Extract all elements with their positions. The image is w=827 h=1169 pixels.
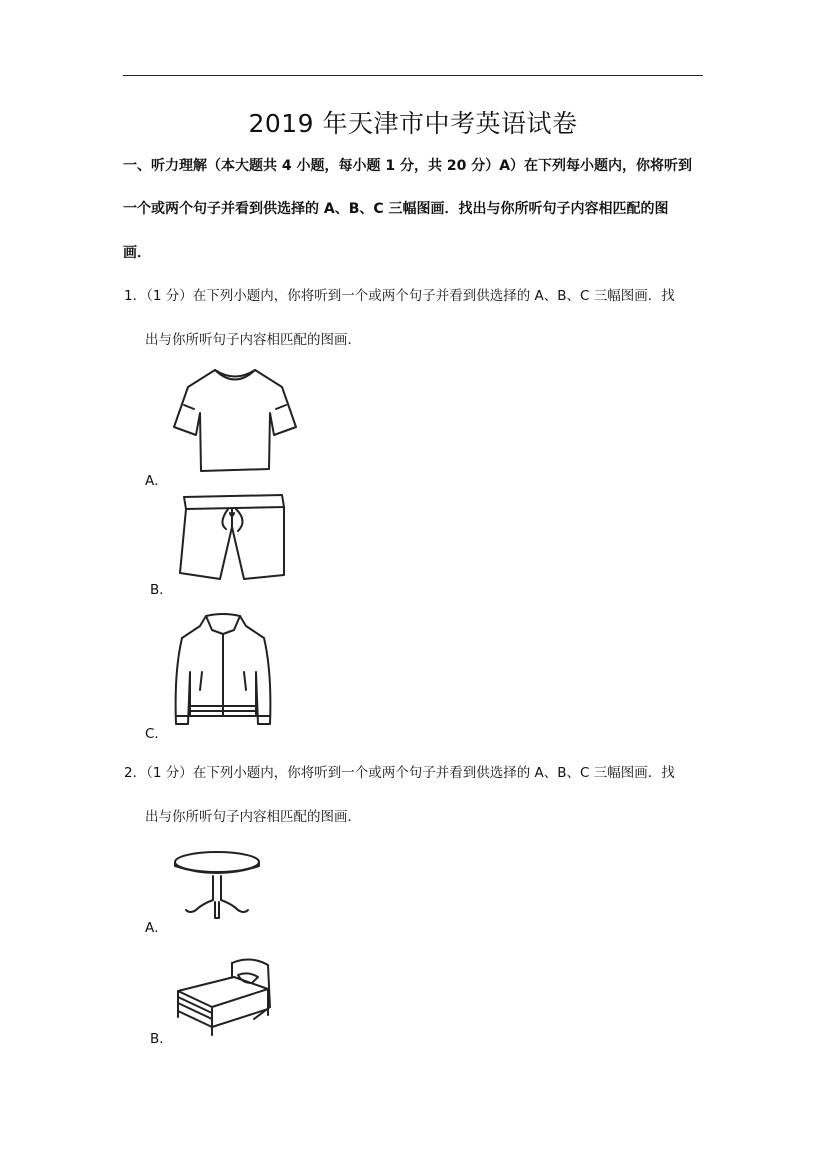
section-heading-line-1: 一、听力理解（本大题共 4 小题，每小题 1 分，共 20 分）A）在下列每小题内，你将听到 (123, 158, 693, 174)
question-2-option-a-label: A． (145, 920, 168, 936)
section-heading-line-2: 一个或两个句子并看到供选择的 A、B、C 三幅图画．找出与你所听句子内容相匹配的图 (123, 201, 669, 217)
page-title: 2019 年天津市中考英语试卷 (248, 109, 578, 138)
section-heading-line-3: 画． (123, 245, 151, 261)
bed-icon (172, 955, 276, 1037)
shorts-icon (178, 493, 290, 585)
question-2-text-line-1: 2．（1 分）在下列小题内，你将听到一个或两个句子并看到供选择的 A、B、C 三幅图画．找 (124, 765, 675, 781)
question-1-text-line-2: 出与你所听句子内容相匹配的图画． (145, 332, 361, 348)
question-1-option-a-label: A． (145, 473, 168, 489)
question-2-option-b-label: B． (150, 1031, 173, 1047)
jacket-icon (172, 612, 274, 728)
question-2-text-line-2: 出与你所听句子内容相匹配的图画． (145, 809, 361, 825)
question-1-option-b-label: B． (150, 582, 173, 598)
round-table-icon (172, 848, 262, 920)
header-rule (123, 75, 703, 76)
t-shirt-icon (170, 365, 300, 475)
question-1-text-line-1: 1．（1 分）在下列小题内，你将听到一个或两个句子并看到供选择的 A、B、C 三幅图画．找 (124, 288, 675, 304)
question-1-option-c-label: C． (145, 726, 168, 742)
